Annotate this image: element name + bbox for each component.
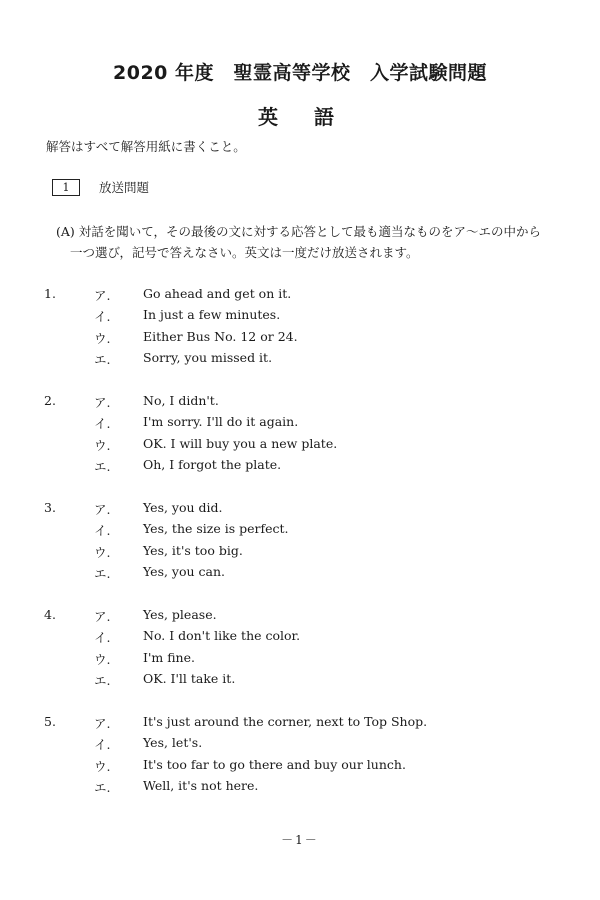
option-text: It's just around the corner, next to Top Shop.: [143, 714, 428, 729]
option-mark: ア.: [94, 288, 111, 303]
section-number-box: 1: [52, 179, 80, 196]
instruction-text: 解答はすべて解答用紙に書くこと。: [46, 139, 246, 154]
option-mark: イ.: [94, 309, 111, 325]
question-number: 4.: [44, 607, 56, 622]
subject-heading: 英 語: [258, 105, 342, 129]
option-mark: ウ.: [94, 758, 111, 774]
option-mark: ウ.: [94, 330, 111, 346]
option-mark: ア.: [94, 395, 111, 410]
option-mark: ウ.: [94, 437, 111, 453]
section-title: 放送問題: [99, 180, 150, 195]
option-mark: エ.: [94, 780, 111, 796]
exam-title: 2020 年度 聖霊高等学校 入学試験問題: [113, 62, 487, 84]
option-text: Yes, the size is perfect.: [143, 521, 289, 537]
section-1-heading: [52, 178, 149, 196]
option-mark: エ.: [94, 459, 111, 475]
part-a-line-2: 一つ選び，記号で答えなさい。英文は一度だけ放送されます。: [70, 245, 419, 260]
page-number: －1－: [281, 833, 319, 847]
option-text: Yes, you can.: [143, 564, 226, 580]
option-text: Yes, it's too big.: [143, 542, 243, 558]
option-text: Oh, I forgot the plate.: [143, 457, 282, 473]
option-mark: エ.: [94, 566, 111, 582]
option-text: No. I don't like the color.: [143, 628, 301, 644]
option-mark: ア.: [94, 609, 111, 624]
option-mark: ウ.: [94, 651, 111, 667]
option-text: Yes, let's.: [143, 735, 203, 751]
option-text: Yes, you did.: [143, 500, 223, 515]
part-a-line-1: (A) 対話を聞いて，その最後の文に対する応答として最も適当なものをア～エの中から: [56, 224, 542, 239]
option-text: I'm fine.: [143, 649, 195, 665]
part-a-directions: [56, 221, 576, 263]
option-text: Either Bus No. 12 or 24.: [143, 328, 298, 344]
option-text: In just a few minutes.: [143, 307, 281, 323]
option-text: I'm sorry. I'll do it again.: [143, 414, 299, 430]
option-mark: エ.: [94, 352, 111, 368]
option-text: OK. I will buy you a new plate.: [143, 435, 338, 451]
option-text: OK. I'll take it.: [143, 671, 236, 687]
option-mark: イ.: [94, 737, 111, 753]
option-mark: イ.: [94, 416, 111, 432]
option-text: It's too far to go there and buy our lunch.: [143, 756, 406, 772]
question-number: 2.: [44, 393, 56, 408]
option-mark: ウ.: [94, 544, 111, 560]
option-mark: イ.: [94, 630, 111, 646]
option-text: Yes, please.: [143, 607, 217, 622]
option-mark: イ.: [94, 523, 111, 539]
question-number: 5.: [44, 714, 56, 729]
option-mark: ア.: [94, 716, 111, 731]
option-text: No, I didn't.: [143, 393, 219, 408]
question-number: 1.: [44, 286, 56, 301]
option-text: Go ahead and get on it.: [143, 286, 292, 301]
option-mark: ア.: [94, 502, 111, 517]
option-text: Sorry, you missed it.: [143, 350, 273, 366]
option-text: Well, it's not here.: [143, 778, 259, 794]
option-mark: エ.: [94, 673, 111, 689]
question-number: 3.: [44, 500, 56, 515]
